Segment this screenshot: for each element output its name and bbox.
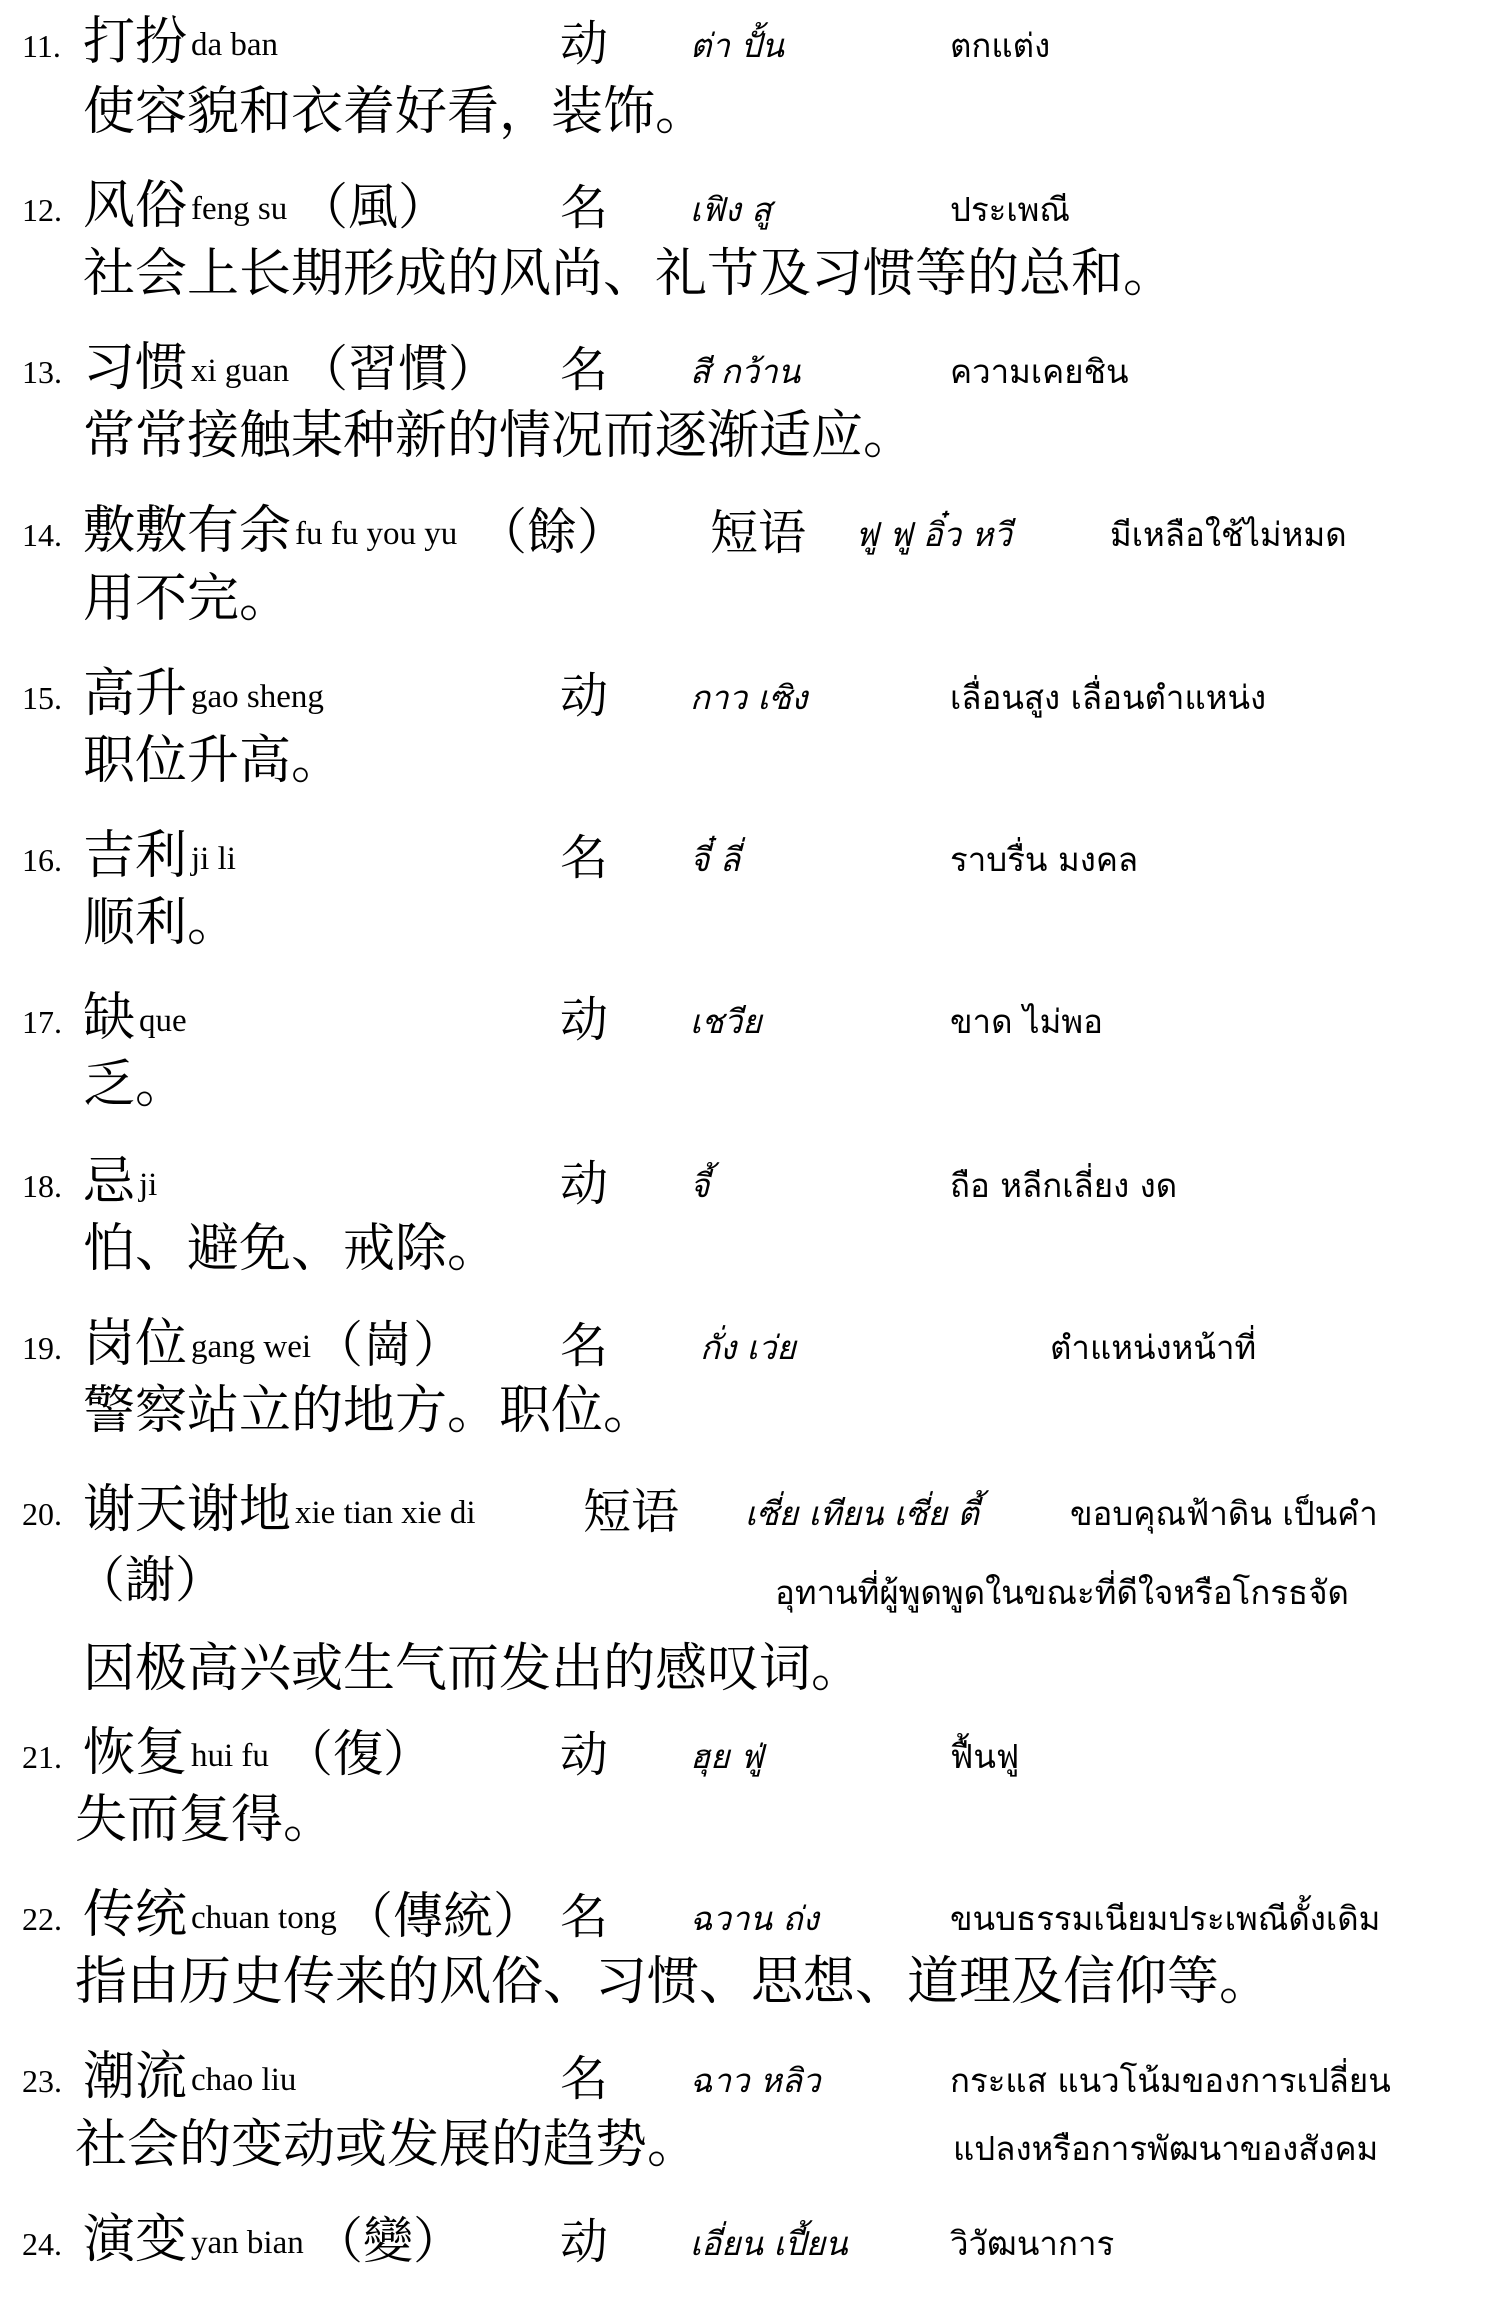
headword: 高升 xyxy=(83,664,188,724)
entry-headline xyxy=(0,802,1501,886)
thai-meaning: ขาด ไม่พอ xyxy=(950,1002,1103,1041)
part-of-speech: 名 xyxy=(560,342,609,398)
entry-number: 15. xyxy=(22,680,62,716)
part-of-speech: 动 xyxy=(560,16,609,72)
pinyin: fu fu you yu xyxy=(295,516,458,552)
pinyin: chuan tong xyxy=(191,1900,337,1936)
traditional-form: （風） xyxy=(298,178,448,236)
traditional-form: （傳統） xyxy=(343,1887,543,1945)
headword: 谢天谢地 xyxy=(83,1480,292,1540)
definition: 指由历史传来的风俗、习惯、思想、道理及信仰等。 xyxy=(75,1952,1272,2012)
entry-headline xyxy=(0,1861,1501,1945)
thai-meaning: ฟื้นฟู xyxy=(950,1737,1020,1776)
thai-transliteration: เซี่ย เทียน เซี่ย ตี้ xyxy=(745,1494,979,1533)
entry-headline xyxy=(0,152,1501,236)
part-of-speech: 名 xyxy=(560,2051,609,2107)
pinyin: yan bian xyxy=(191,2225,304,2261)
thai-meaning: ประเพณี xyxy=(950,190,1071,229)
entry-headline xyxy=(0,314,1501,398)
thai-meaning: มีเหลือใช้ไม่หมด xyxy=(1110,515,1347,554)
pinyin: hui fu xyxy=(191,1738,269,1774)
traditional-form: （餘） xyxy=(477,503,627,561)
thai-meaning: ราบรื่น มงคล xyxy=(950,840,1139,879)
headword: 吉利 xyxy=(83,826,188,886)
thai-transliteration: จี้ xyxy=(690,1166,710,1205)
entry-number: 23. xyxy=(22,2063,62,2099)
headword: 潮流 xyxy=(83,2047,188,2107)
entry-number: 13. xyxy=(22,354,62,390)
pinyin: da ban xyxy=(191,27,279,63)
definition: 怕、避免、戒除。 xyxy=(83,1219,500,1279)
part-of-speech: 名 xyxy=(560,830,609,886)
entry-headline xyxy=(0,1128,1501,1212)
entry-number: 18. xyxy=(22,1168,62,1204)
pinyin: xie tian xie di xyxy=(295,1495,476,1531)
definition: 常常接触某种新的情况而逐渐适应。 xyxy=(83,406,916,466)
part-of-speech: 动 xyxy=(560,1727,609,1783)
entry-number: 16. xyxy=(22,842,62,878)
part-of-speech: 动 xyxy=(560,992,609,1048)
traditional-form-line2: （謝） xyxy=(75,1551,225,1609)
thai-meaning: ตกแต่ง xyxy=(950,26,1051,65)
part-of-speech: 短语 xyxy=(583,1484,680,1540)
definition: 顺利。 xyxy=(83,893,240,953)
definition: 警察站立的地方。职位。 xyxy=(83,1381,656,1441)
entry-headline xyxy=(0,0,1501,72)
thai-transliteration: กาว เซิง xyxy=(690,678,808,717)
thai-meaning: ถือ หลีกเลี่ยง งด xyxy=(950,1166,1178,1205)
headword: 缺 xyxy=(83,988,136,1048)
entry-number: 12. xyxy=(22,192,62,228)
definition: 职位升高。 xyxy=(83,731,344,791)
definition: 社会的变动或发展的趋势。 xyxy=(75,2115,700,2175)
definition: 用不完。 xyxy=(83,569,292,629)
entry-number: 20. xyxy=(22,1496,62,1532)
entry-headline xyxy=(0,964,1501,1048)
entry-headline xyxy=(0,2186,1501,2270)
pinyin: xi guan xyxy=(191,353,290,389)
entry-headline xyxy=(0,640,1501,724)
headword: 忌 xyxy=(83,1152,136,1212)
thai-meaning-line2: แปลงหรือการพัฒนาของสังคม xyxy=(953,2129,1379,2168)
entry-number: 22. xyxy=(22,1901,62,1937)
thai-transliteration: ฟู ฟู อิ๋ว หวี xyxy=(855,515,1012,554)
traditional-form: （變） xyxy=(313,2212,463,2270)
definition: 社会上长期形成的风尚、礼节及习惯等的总和。 xyxy=(83,244,1176,304)
headword: 恢复 xyxy=(83,1723,188,1783)
entry-headline xyxy=(0,1456,1501,1540)
part-of-speech: 短语 xyxy=(710,505,807,561)
entry-number: 19. xyxy=(22,1330,62,1366)
traditional-form: （復） xyxy=(283,1725,433,1783)
definition: 失而复得。 xyxy=(75,1790,336,1850)
entry-headline xyxy=(0,1699,1501,1783)
thai-transliteration: ฮุย ฟู่ xyxy=(690,1737,764,1776)
definition: 乏。 xyxy=(83,1055,188,1115)
pinyin: gao sheng xyxy=(191,679,324,715)
thai-meaning: ขนบธรรมเนียมประเพณีดั้งเดิม xyxy=(950,1899,1381,1938)
headword: 演变 xyxy=(83,2210,188,2270)
thai-transliteration: เชวีย xyxy=(690,1002,762,1041)
part-of-speech: 动 xyxy=(560,668,609,724)
thai-meaning: ความเคยชิน xyxy=(950,352,1129,391)
thai-transliteration: ต่า ปั้น xyxy=(690,26,784,65)
thai-meaning: ขอบคุณฟ้าดิน เป็นคำ xyxy=(1070,1494,1378,1533)
entry-number: 21. xyxy=(22,1739,62,1775)
entry-number: 14. xyxy=(22,517,62,553)
pinyin: chao liu xyxy=(191,2062,297,2098)
headword: 传统 xyxy=(83,1885,188,1945)
thai-transliteration: เอี่ยน เปี้ยน xyxy=(690,2224,848,2263)
headword: 岗位 xyxy=(83,1314,188,1374)
thai-transliteration: สี กว้าน xyxy=(690,352,801,391)
part-of-speech: 名 xyxy=(560,180,609,236)
thai-meaning-line2: อุทานที่ผู้พูดพูดในขณะที่ดีใจหรือโกรธจัด xyxy=(775,1573,1349,1612)
part-of-speech: 名 xyxy=(560,1889,609,1945)
part-of-speech: 动 xyxy=(560,2214,609,2270)
entry-headline xyxy=(0,2023,1501,2107)
thai-meaning: เลื่อนสูง เลื่อนตำแหน่ง xyxy=(950,678,1267,717)
headword: 习惯 xyxy=(83,338,188,398)
thai-meaning: กระแส แนวโน้มของการเปลี่ยน xyxy=(950,2061,1391,2100)
thai-transliteration: ฉวาน ถ่ง xyxy=(690,1899,819,1938)
definition: 使容貌和衣着好看，装饰。 xyxy=(83,82,708,142)
thai-transliteration: เฟิง สู xyxy=(690,190,772,229)
headword: 风俗 xyxy=(83,176,188,236)
traditional-form: （崗） xyxy=(313,1316,463,1374)
headword: 打扮 xyxy=(83,12,188,72)
entry-headline xyxy=(0,477,1501,561)
thai-meaning: ตำแหน่งหน้าที่ xyxy=(1050,1328,1257,1367)
traditional-form: （習慣） xyxy=(298,340,498,398)
definition: 因极高兴或生气而发出的感叹词。 xyxy=(83,1639,864,1699)
pinyin: gang wei xyxy=(191,1329,312,1365)
entry-number: 24. xyxy=(22,2226,62,2262)
pinyin: ji xyxy=(139,1167,158,1203)
headword: 敷敷有余 xyxy=(83,501,292,561)
thai-transliteration: จี๋ ลี่ xyxy=(690,840,741,879)
part-of-speech: 动 xyxy=(560,1156,609,1212)
part-of-speech: 名 xyxy=(560,1318,609,1374)
entry-number: 11. xyxy=(22,28,61,64)
pinyin: que xyxy=(139,1003,187,1039)
pinyin: ji li xyxy=(191,841,236,877)
entry-number: 17. xyxy=(22,1004,62,1040)
thai-transliteration: ฉาว หลิว xyxy=(690,2061,821,2100)
pinyin: feng su xyxy=(191,191,288,227)
thai-transliteration: กั่ง เว่ย xyxy=(700,1328,796,1367)
thai-meaning: วิวัฒนาการ xyxy=(950,2224,1115,2263)
entry-headline xyxy=(0,1290,1501,1374)
